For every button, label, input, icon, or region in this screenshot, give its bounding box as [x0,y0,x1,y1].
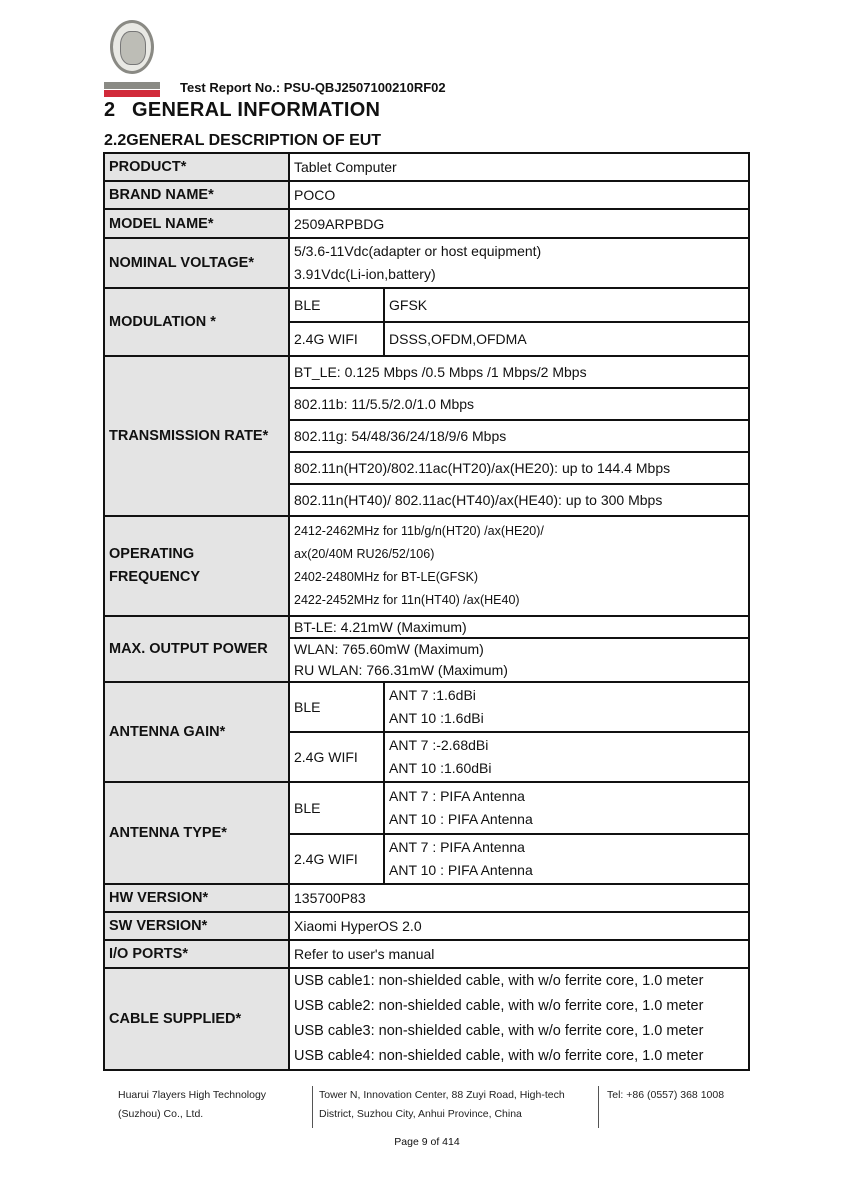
table-row-sw [104,912,749,940]
section-number: 2 [104,99,116,121]
value-line: USB cable1: non-shielded cable, with w/o ferrite core, 1.0 meter [294,973,704,989]
bureau-veritas-logo-icon [104,20,160,100]
table-row-modulation-ble [104,288,749,322]
table-row-antenna-type-ble [104,782,749,834]
row-value: 802.11b: 11/5.5/2.0/1.0 Mbps [289,388,749,420]
row-label: NOMINAL VOLTAGE* [104,238,289,288]
table-row-cable [104,968,749,1070]
row-value: 802.11n(HT20)/802.11ac(HT20)/ax(HE20): up to 144.4 Mbps [289,452,749,484]
section-title-text: GENERAL INFORMATION [132,99,381,121]
row-value [289,238,749,288]
row-value [384,782,749,834]
logo-band-bureau [104,82,160,89]
row-value [289,516,749,616]
value-line: ax(20/40M RU26/52/106) [294,547,435,561]
row-label: ANTENNA GAIN* [104,682,289,782]
row-value: 135700P83 [289,884,749,912]
row-label: PRODUCT* [104,153,289,181]
row-value [289,968,749,1070]
tech-cell: BLE [289,288,384,322]
row-value: BT-LE: 4.21mW (Maximum) [289,616,749,638]
value-line: 5/3.6-11Vdc(adapter or host equipment) [294,243,542,259]
value-line: USB cable3: non-shielded cable, with w/o ferrite core, 1.0 meter [294,1023,704,1039]
row-label: CABLE SUPPLIED* [104,968,289,1070]
row-value [384,834,749,884]
row-value: 2509ARPBDG [289,209,749,238]
row-label: TRANSMISSION RATE* [104,356,289,516]
footer-line: (Suzhou) Co., Ltd. [118,1108,204,1120]
value-line: 3.91Vdc(Li-ion,battery) [294,266,436,282]
value-line: USB cable4: non-shielded cable, with w/o ferrite core, 1.0 meter [294,1048,704,1064]
table-row-brand [104,181,749,209]
footer-line: Tower N, Innovation Center, 88 Zuyi Road, High-tech [319,1089,565,1101]
value-line: USB cable2: non-shielded cable, with w/o ferrite core, 1.0 meter [294,998,704,1014]
row-label: I/O PORTS* [104,940,289,968]
footer-line: District, Suzhou City, Anhui Province, China [319,1108,522,1120]
row-label: MODULATION * [104,288,289,356]
table-row-rate [104,356,749,388]
label-line: OPERATING [109,546,195,562]
tech-cell: BLE [289,782,384,834]
row-value [384,732,749,782]
row-label: BRAND NAME* [104,181,289,209]
value-line: 2402-2480MHz for BT-LE(GFSK) [294,570,479,584]
table-row-frequency [104,516,749,616]
report-number: Test Report No.: PSU-QBJ2507100210RF02 [180,80,446,95]
row-value: Refer to user's manual [289,940,749,968]
row-value: BT_LE: 0.125 Mbps /0.5 Mbps /1 Mbps/2 Mbps [289,356,749,388]
value-line: ANT 7 : PIFA Antenna [389,839,525,855]
subsection-title: 2.2GENERAL DESCRIPTION OF EUT [104,132,382,149]
table-row-hw [104,884,749,912]
row-label [104,516,289,616]
row-value: 802.11n(HT40)/ 802.11ac(HT40)/ax(HE40): up to 300 Mbps [289,484,749,516]
row-value: Tablet Computer [289,153,749,181]
value-line: ANT 10 : PIFA Antenna [389,862,533,878]
logo-band-veritas [104,90,160,97]
section-title [104,99,380,122]
tech-cell: BLE [289,682,384,732]
table-row-product [104,153,749,181]
value-line: RU WLAN: 766.31mW (Maximum) [294,662,508,678]
value-line: ANT 10 :1.60dBi [389,760,492,776]
row-label: MODEL NAME* [104,209,289,238]
table-row-power-ble [104,616,749,638]
footer-company [118,1086,266,1124]
row-label: HW VERSION* [104,884,289,912]
value-line: WLAN: 765.60mW (Maximum) [294,641,484,657]
value-line: ANT 7 : PIFA Antenna [389,788,525,804]
table-row-gain-ble [104,682,749,732]
table-row-model [104,209,749,238]
footer-line: Tel: +86 (0557) 368 1008 [607,1089,725,1101]
label-line: FREQUENCY [109,569,201,585]
row-label: MAX. OUTPUT POWER [104,616,289,682]
row-value: 802.11g: 54/48/36/24/18/9/6 Mbps [289,420,749,452]
row-label: ANTENNA TYPE* [104,782,289,884]
row-value: DSSS,OFDM,OFDMA [384,322,749,356]
value-line: ANT 10 :1.6dBi [389,710,484,726]
footer-line: Huarui 7layers High Technology [118,1089,267,1101]
table-row-voltage [104,238,749,288]
logo-seal [110,20,154,74]
footer-address [312,1086,565,1128]
tech-cell: 2.4G WIFI [289,834,384,884]
value-line: ANT 7 :1.6dBi [389,687,476,703]
value-line: ANT 7 :-2.68dBi [389,737,489,753]
page-number: Page 9 of 414 [394,1136,460,1148]
value-line: 2412-2462MHz for 11b/g/n(HT20) /ax(HE20)/ [294,524,544,538]
table-row-io [104,940,749,968]
value-line: ANT 10 : PIFA Antenna [389,811,533,827]
row-value [384,682,749,732]
value-line: 2422-2452MHz for 11n(HT40) /ax(HE40) [294,593,520,607]
row-value: GFSK [384,288,749,322]
row-value [289,638,749,682]
row-value: POCO [289,181,749,209]
footer-tel [598,1086,724,1128]
row-label: SW VERSION* [104,912,289,940]
eut-description-table [103,152,750,1071]
row-value: Xiaomi HyperOS 2.0 [289,912,749,940]
tech-cell: 2.4G WIFI [289,732,384,782]
tech-cell: 2.4G WIFI [289,322,384,356]
